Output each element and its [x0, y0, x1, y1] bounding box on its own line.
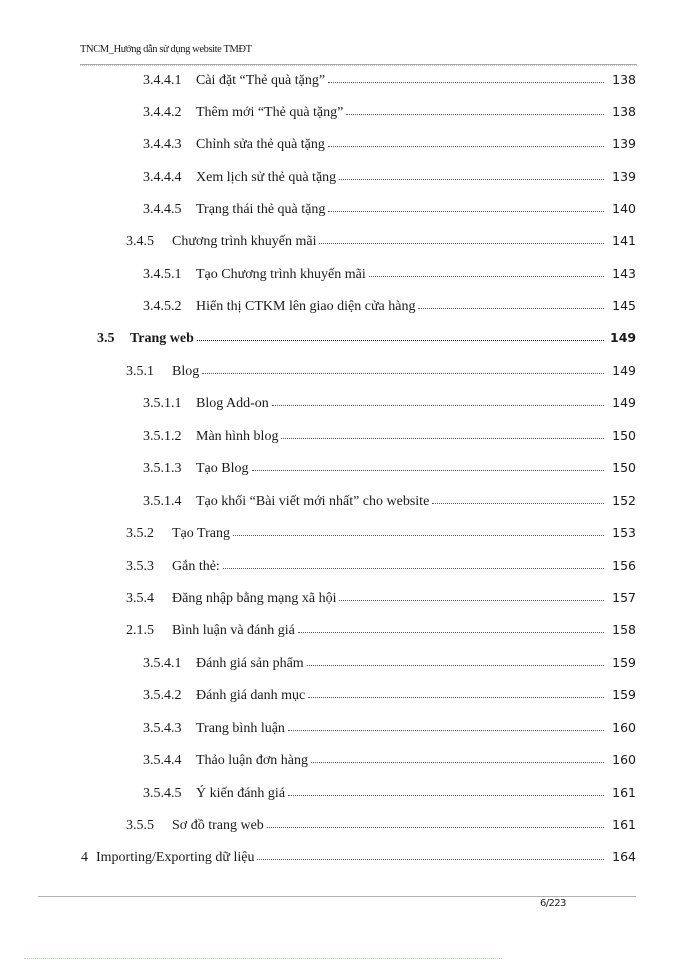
toc-entry-section[interactable] [97, 328, 636, 348]
toc-entry-title: Thảo luận đơn hàng [196, 753, 308, 768]
toc-entry-number: 3.5.2 [126, 526, 154, 541]
toc-leader-dots [267, 826, 604, 828]
toc-leader-dots [328, 210, 604, 212]
toc-entry-page: 141 [612, 233, 636, 248]
toc-entry-title: Tạo khối “Bài viết mới nhất” cho website [196, 494, 430, 509]
toc-leader-dots [288, 729, 604, 731]
toc-leader-dots [257, 858, 604, 860]
toc-entry-page: 138 [612, 104, 636, 119]
toc-entry[interactable] [126, 523, 636, 543]
page-boundary-marker [24, 958, 502, 959]
toc-entry-page: 161 [612, 785, 636, 800]
toc-entry-title: Trang web [130, 331, 194, 346]
toc-entry-number: 2.1.5 [126, 623, 154, 638]
toc-entry-number: 3.4.4.3 [143, 137, 182, 152]
toc-entry-page: 150 [612, 460, 636, 475]
toc-entry-title: Hiển thị CTKM lên giao diện cửa hàng [196, 299, 416, 314]
toc-entry[interactable] [143, 102, 636, 122]
toc-entry[interactable] [143, 783, 636, 803]
toc-entry[interactable] [143, 296, 636, 316]
toc-entry-title: Thêm mới “Thẻ quà tặng” [196, 105, 344, 120]
toc-entry-number: 3.5.1.1 [143, 396, 182, 411]
toc-leader-dots [346, 113, 604, 115]
toc-entry-page: 152 [612, 493, 636, 508]
toc-leader-dots [328, 81, 604, 83]
toc-entry-page: 153 [612, 525, 636, 540]
toc-entry-number: 4 [81, 850, 88, 865]
toc-entry-number: 3.5.4.1 [143, 656, 182, 671]
toc-entry-page: 145 [612, 298, 636, 313]
toc-entry-page: 150 [612, 428, 636, 443]
toc-entry-title: Đánh giá sản phẩm [196, 656, 304, 671]
toc-entry[interactable] [126, 556, 636, 576]
toc-entry-page: 139 [612, 169, 636, 184]
toc-leader-dots [288, 794, 604, 796]
toc-entry-title: Ý kiến đánh giá [196, 786, 286, 801]
toc-entry-number: 3.4.5 [126, 234, 154, 249]
toc-entry[interactable] [126, 231, 636, 251]
toc-entry-number: 3.4.4.4 [143, 170, 182, 185]
toc-leader-dots [281, 437, 604, 439]
toc-entry-number: 3.5.4.2 [143, 688, 182, 703]
toc-leader-dots [307, 664, 604, 666]
toc-entry[interactable] [143, 264, 636, 284]
toc-entry-title: Gắn thẻ: [172, 559, 220, 574]
toc-entry[interactable] [126, 361, 636, 381]
toc-leader-dots [369, 275, 604, 277]
toc-entry-title: Blog [172, 364, 200, 379]
toc-entry-number: 3.4.5.1 [143, 267, 182, 282]
toc-entry-title: Đánh giá danh mục [196, 688, 306, 703]
toc-leader-dots [233, 534, 604, 536]
toc-entry[interactable] [143, 199, 636, 219]
toc-entry-page: 139 [612, 136, 636, 151]
toc-entry-title: Chỉnh sửa thẻ quà tặng [196, 137, 325, 152]
toc-entry-page: 159 [612, 687, 636, 702]
toc-entry-number: 3.4.4.1 [143, 73, 182, 88]
toc-entry-number: 3.5.5 [126, 818, 154, 833]
header-divider [80, 64, 637, 66]
toc-entry-title: Đăng nhập bằng mạng xã hội [172, 591, 337, 606]
toc-entry[interactable] [143, 134, 636, 154]
toc-entry-number: 3.5 [97, 331, 115, 346]
toc-entry-title: Tạo Blog [196, 461, 249, 476]
toc-entry[interactable] [143, 653, 636, 673]
toc-leader-dots [339, 599, 604, 601]
toc-entry-title: Trạng thái thẻ quà tặng [196, 202, 326, 217]
toc-entry-number: 3.5.4 [126, 591, 154, 606]
toc-entry-title: Sơ đồ trang web [172, 818, 264, 833]
toc-entry[interactable] [143, 491, 636, 511]
toc-entry-page: 143 [612, 266, 636, 281]
toc-entry-number: 3.5.1.4 [143, 494, 182, 509]
toc-entry-page: 140 [612, 201, 636, 216]
toc-entry-title: Trang bình luận [196, 721, 285, 736]
toc-entry-page: 149 [610, 330, 637, 345]
toc-leader-dots [252, 469, 605, 471]
toc-entry[interactable] [126, 588, 636, 608]
toc-entry-page: 159 [612, 655, 636, 670]
toc-entry-page: 164 [612, 849, 636, 864]
toc-entry-title: Tạo Chương trình khuyến mãi [196, 267, 366, 282]
toc-leader-dots [202, 372, 604, 374]
toc-entry-number: 3.4.4.5 [143, 202, 182, 217]
document-header-title: TNCM_Hướng dẫn sử dụng website TMĐT [80, 44, 252, 55]
toc-leader-dots [197, 339, 604, 341]
toc-entry[interactable] [143, 718, 636, 738]
page-number-indicator: 6/223 [540, 898, 566, 909]
footer-divider [38, 896, 636, 897]
toc-leader-dots [223, 567, 604, 569]
toc-entry[interactable] [143, 393, 636, 413]
toc-entry-number: 3.5.1.3 [143, 461, 182, 476]
toc-entry[interactable] [143, 458, 636, 478]
toc-entry-page: 160 [612, 720, 636, 735]
toc-entry-number: 3.5.1.2 [143, 429, 182, 444]
toc-entry-page: 156 [612, 558, 636, 573]
toc-entry-title: Tạo Trang [172, 526, 230, 541]
toc-entry-page: 157 [612, 590, 636, 605]
toc-entry-page: 138 [612, 72, 636, 87]
toc-entry-title: Xem lịch sử thẻ quà tặng [196, 170, 337, 185]
toc-entry[interactable] [143, 70, 636, 90]
toc-entry-number: 3.5.4.5 [143, 786, 182, 801]
toc-entry-page: 158 [612, 622, 636, 637]
toc-entry-chapter[interactable] [81, 847, 636, 867]
toc-entry[interactable] [143, 685, 636, 705]
toc-entry[interactable] [143, 426, 636, 446]
toc-entry-page: 149 [612, 363, 636, 378]
toc-entry-page: 149 [612, 395, 636, 410]
toc-entry-number: 3.5.4.4 [143, 753, 182, 768]
toc-entry[interactable] [143, 167, 636, 187]
toc-entry-title: Cài đặt “Thẻ quà tặng” [196, 73, 326, 88]
toc-leader-dots [432, 502, 604, 504]
toc-leader-dots [311, 761, 604, 763]
toc-entry[interactable] [143, 750, 636, 770]
toc-leader-dots [298, 631, 604, 633]
toc-entry-number: 3.5.4.3 [143, 721, 182, 736]
toc-entry[interactable] [126, 815, 636, 835]
toc-entry-number: 3.5.3 [126, 559, 154, 574]
toc-entry-title: Màn hình blog [196, 429, 279, 444]
toc-entry-title: Chương trình khuyến mãi [172, 234, 317, 249]
toc-entry[interactable] [126, 620, 636, 640]
toc-entry-title: Bình luận và đánh giá [172, 623, 295, 638]
toc-leader-dots [418, 307, 604, 309]
toc-entry-number: 3.5.1 [126, 364, 154, 379]
toc-entry-number: 3.4.5.2 [143, 299, 182, 314]
toc-entry-number: 3.4.4.2 [143, 105, 182, 120]
toc-entry-title: Importing/Exporting dữ liệu [96, 850, 255, 865]
toc-leader-dots [328, 145, 604, 147]
toc-leader-dots [272, 404, 604, 406]
toc-leader-dots [339, 178, 604, 180]
toc-entry-page: 161 [612, 817, 636, 832]
toc-entry-title: Blog Add-on [196, 396, 269, 411]
toc-leader-dots [319, 242, 604, 244]
toc-leader-dots [308, 696, 604, 698]
toc-entry-page: 160 [612, 752, 636, 767]
